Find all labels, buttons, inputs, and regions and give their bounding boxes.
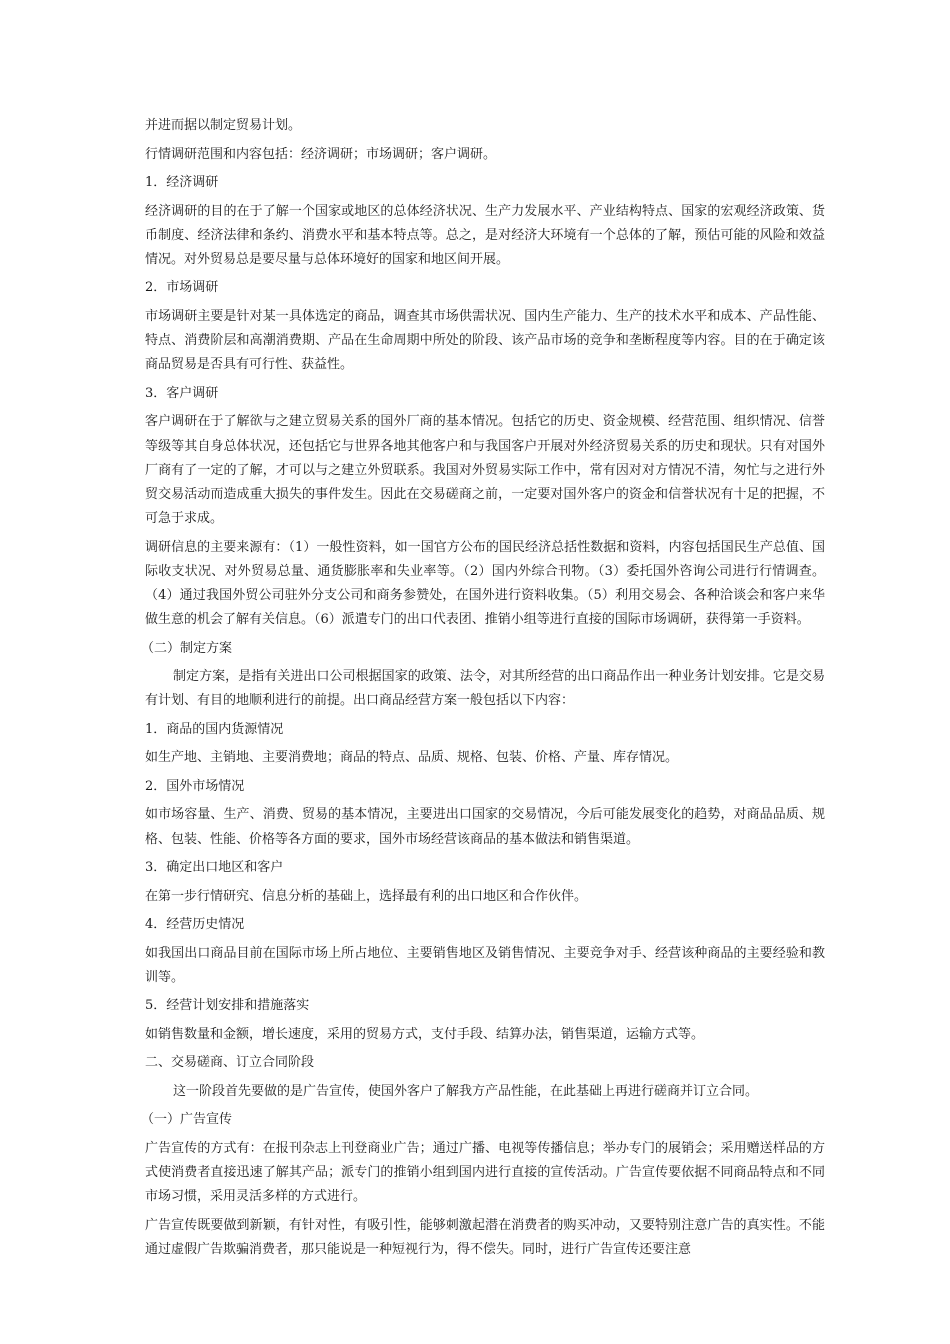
paragraph: 广告宣传既要做到新颖，有针对性，有吸引性，能够刺激起潜在消费者的购买冲动，又要特别注意广告的真实性。不能通过虚假广告欺骗消费者，那只能说是一种短视行为，得不偿失。同时，进行广告宣传还要注意 [145, 1217, 825, 1257]
indented-paragraph: 制定方案，是指有关进出口公司根据国家的政策、法令，对其所经营的出口商品作出一种业务计划安排。它是交易有计划、有目的地顺利进行的前提。出口商品经营方案一般包括以下内容： [145, 669, 825, 709]
paragraph: 如销售数量和金额，增长速度，采用的贸易方式，支付手段、结算办法，销售渠道，运输方式等。 [145, 1026, 705, 1042]
document-page [141, 114, 825, 1266]
paragraph: 并进而据以制定贸易计划。 [145, 118, 302, 133]
section-heading: 2．市场调研 [145, 280, 219, 296]
paragraph: 行情调研范围和内容包括：经济调研；市场调研；客户调研。 [145, 146, 497, 162]
paragraph: 在第一步行情研究、信息分析的基础上，选择最有利的出口地区和合作伙伴。 [145, 888, 588, 904]
paragraph: 调研信息的主要来源有：（1）一般性资料，如一国官方公布的国民经济总括性数据和资料，内容包括国民生产总值、国际收支状况、对外贸易总量、通货膨胀率和失业率等。（2）国内外综合刊物。（3）委托国外咨询公司进行行情调查。（4）通过我国外贸公司驻外分支公司和商务参赞处，在国外进行资料收集。（5）利用交易会、各种洽谈会和客户来华做生意的机会了解有关信息。（6）派遣专门的出口代表团、推销小组等进行直接的国际市场调研，获得第一手资料。 [145, 539, 825, 628]
paragraph: 客户调研在于了解欲与之建立贸易关系的国外厂商的基本情况。包括它的历史、资金规模、经营范围、组织情况、信誉等级等其自身总体状况，还包括它与世界各地其他客户和与我国客户开展对外经济贸易关系的历史和现状。只有对国外厂商有了一定的了解，才可以与之建立外贸联系。我国对外贸易实际工作中，常有因对对方情况不清，匆忙与之进行外贸交易活动而造成重大损失的事件发生。因此在交易磋商之前，一定要对国外客户的资金和信誉状况有十足的把握，不可急于求成。 [145, 414, 825, 527]
paragraph: 市场调研主要是针对某一具体选定的商品，调查其市场供需状况、国内生产能力、生产的技术水平和成本、产品性能、特点、消费阶层和高潮消费期、产品在生命周期中所处的阶段、该产品市场的竞争和垄断程度等内容。目的在于确定该商品贸易是否具有可行性、获益性。 [145, 308, 825, 373]
section-heading: 3．客户调研 [145, 385, 219, 401]
paragraph: 如市场容量、生产、消费、贸易的基本情况，主要进出口国家的交易情况，今后可能发展变化的趋势，对商品品质、规格、包装、性能、价格等各方面的要求，国外市场经营该商品的基本做法和销售渠道。 [145, 807, 825, 847]
subsection-heading: （二）制定方案 [141, 640, 233, 656]
paragraph: 如我国出口商品目前在国际市场上所占地位、主要销售地区及销售情况、主要竞争对手、经营该种商品的主要经验和教训等。 [145, 945, 825, 985]
section-heading: 1．经济调研 [145, 175, 219, 190]
chapter-heading: 二、交易磋商、订立合同阶段 [145, 1055, 315, 1071]
paragraph: 广告宣传的方式有：在报刊杂志上刊登商业广告；通过广播、电视等传播信息；举办专门的展销会；采用赠送样品的方式使消费者直接迅速了解其产品；派专门的推销小组到国内进行直接的宣传活动。广告宣传要依据不同商品特点和不同市场习惯，采用灵活多样的方式进行。 [145, 1140, 825, 1205]
section-heading: 3．确定出口地区和客户 [145, 860, 284, 876]
paragraph: 经济调研的目的在于了解一个国家或地区的总体经济状况、生产力发展水平、产业结构特点、国家的宏观经济政策、货币制度、经济法律和条约、消费水平和基本特点等。总之，是对经济大环境有一个总体的了解，预估可能的风险和效益情况。对外贸易总是要尽量与总体环境好的国家和地区间开展。 [145, 203, 825, 267]
section-heading: 5．经营计划安排和措施落实 [145, 998, 310, 1014]
section-heading: 2．国外市场情况 [145, 778, 245, 794]
subsection-heading: （一）广告宣传 [141, 1112, 233, 1128]
paragraph: 如生产地、主销地、主要消费地；商品的特点、品质、规格、包装、价格、产量、库存情况。 [145, 750, 679, 766]
section-heading: 4．经营历史情况 [145, 917, 245, 933]
section-heading: 1．商品的国内货源情况 [145, 721, 284, 737]
indented-paragraph: 这一阶段首先要做的是广告宣传，使国外客户了解我方产品性能，在此基础上再进行磋商并订立合同。 [173, 1083, 759, 1099]
